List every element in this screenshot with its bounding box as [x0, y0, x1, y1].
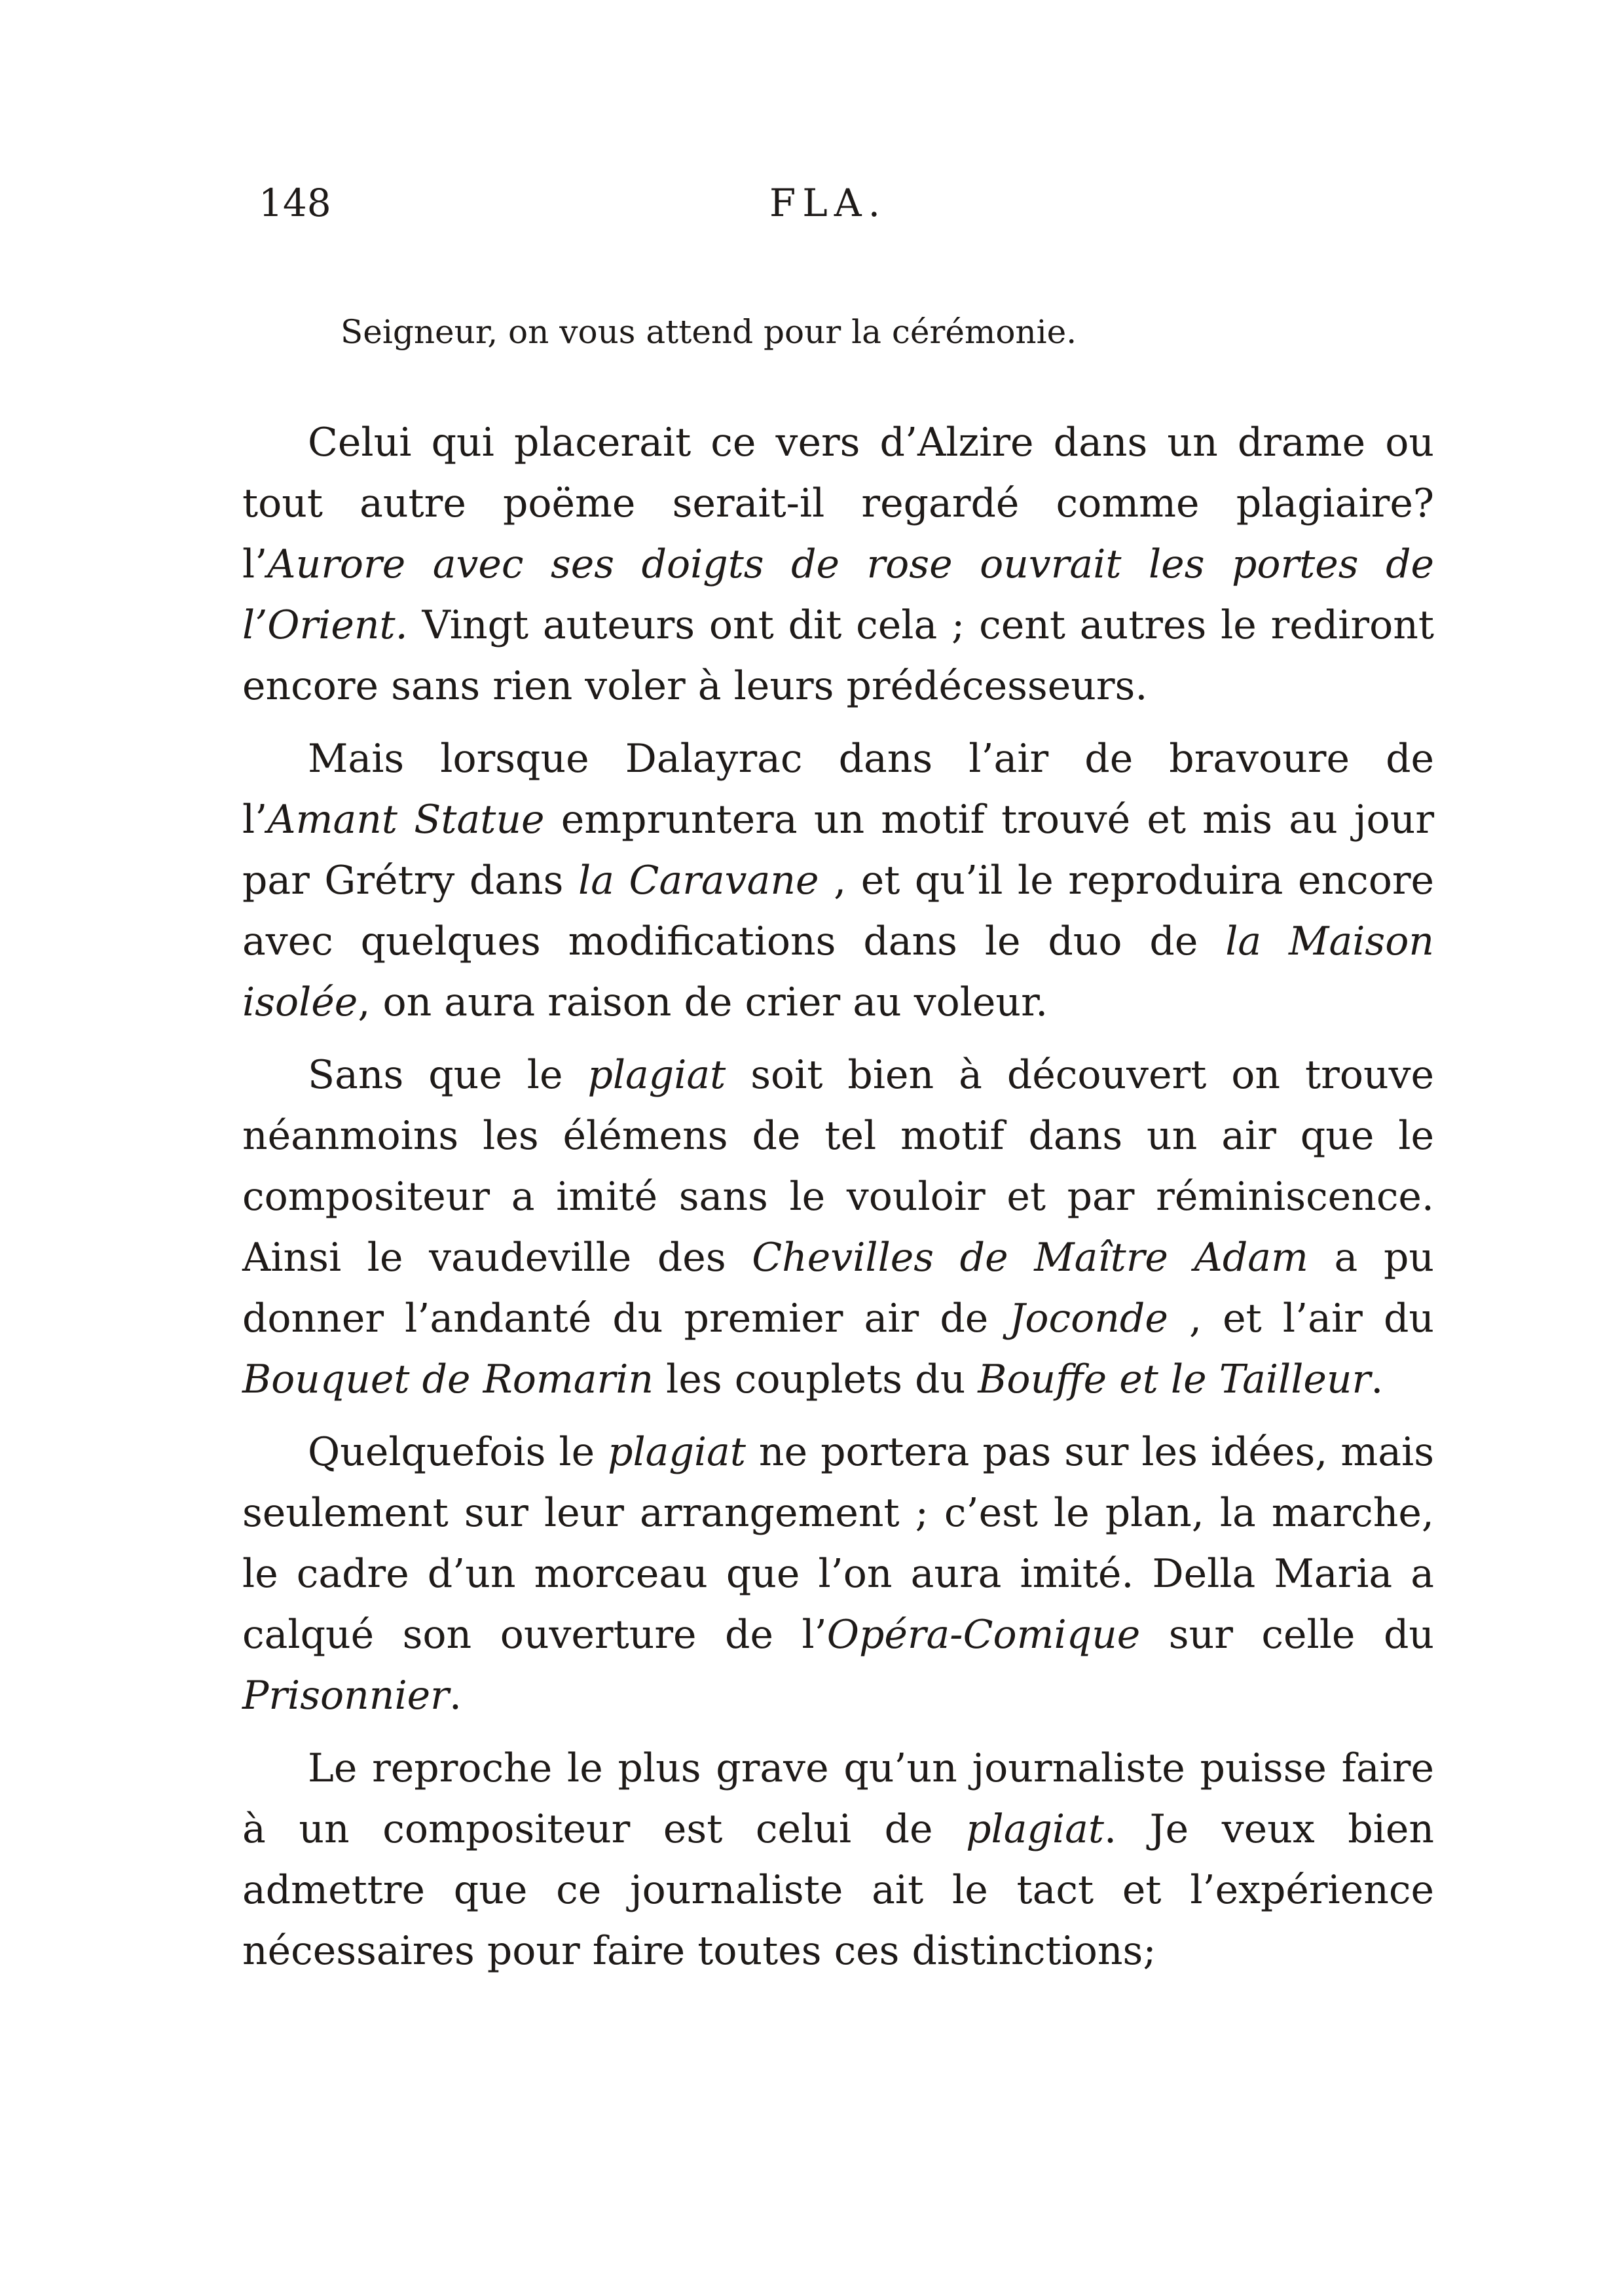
italic-text: la Maison isolée: [242, 919, 1434, 1025]
italic-text: Aurore avec ses doigts de rose ouvrait les portes de l’Orient.: [242, 541, 1434, 648]
text-run: Celui qui placerait ce vers d’Alzire dans un drame ou tout autre poëme serait-il regardé comme plagiaire? l’: [242, 420, 1434, 587]
italic-text: plagiat: [966, 1806, 1104, 1852]
paragraph: [242, 729, 1434, 1033]
text-run: Vingt auteurs ont dit cela ; cent autres le rediront encore sans rien voler à leurs prédécesseurs.: [242, 602, 1434, 709]
italic-text: Prisonnier: [242, 1673, 449, 1719]
italic-text: Amant Statue: [267, 797, 545, 843]
text-run: , on aura raison de crier au voleur.: [358, 979, 1048, 1025]
text-run: a pu donner l’andanté du premier air de: [242, 1235, 1434, 1341]
page-header: [259, 177, 1431, 229]
italic-text: Bouquet de Romarin: [242, 1357, 654, 1402]
quoted-verse: Seigneur, on vous attend pour la cérémonie.: [341, 313, 1077, 351]
text-run: ne portera pas sur les idées, mais seulement sur leur arrangement ; c’est le plan, la marche, le cadre d’un morceau que l’on aura imité. Della Maria a calqué son ouverture de l’: [242, 1429, 1434, 1658]
italic-text: plagiat: [587, 1052, 726, 1098]
text-run: les couplets du: [654, 1357, 978, 1402]
text-run: , et l’air du: [1168, 1296, 1434, 1341]
text-run: sur celle du: [1140, 1612, 1434, 1658]
text-run: , et qu’il le reproduira encore avec quelques modifications dans le duo de: [242, 858, 1435, 964]
text-run: .: [1371, 1357, 1384, 1402]
paragraph: [242, 1045, 1434, 1410]
paragraph: [242, 1422, 1434, 1726]
page-number: 148: [259, 181, 331, 225]
text-run: . Je veux bien admettre que ce journaliste ait le tact et l’expérience nécessaires pour faire toutes ces distinctions;: [242, 1806, 1434, 1974]
text-run: .: [449, 1673, 462, 1719]
text-run: Quelquefois le: [308, 1429, 608, 1475]
running-head: FLA.: [769, 181, 887, 225]
italic-text: Chevilles de Maître Adam: [752, 1235, 1308, 1281]
paragraph: [242, 412, 1434, 717]
text-run: empruntera un motif trouvé et mis au jour par Grétry dans: [242, 797, 1434, 903]
italic-text: Joconde: [1009, 1296, 1168, 1341]
italic-text: plagiat: [608, 1429, 746, 1475]
italic-text: la Caravane: [578, 858, 819, 903]
text-run: Mais lorsque Dalayrac dans l’air de bravoure de l’: [242, 736, 1434, 843]
text-run: soit bien à découvert on trouve néanmoins les élémens de tel motif dans un air que le compositeur a imité sans le vouloir et par réminiscence. Ainsi le vaudeville des: [242, 1052, 1434, 1281]
italic-text: Opéra-Comique: [826, 1612, 1141, 1658]
text-run: Sans que le: [308, 1052, 588, 1098]
text-run: Le reproche le plus grave qu’un journaliste puisse faire à un compositeur est celui de: [242, 1745, 1434, 1852]
body-text: [242, 412, 1434, 1994]
paragraph: [242, 1738, 1434, 1982]
italic-text: Bouffe et le Tailleur: [978, 1357, 1371, 1402]
